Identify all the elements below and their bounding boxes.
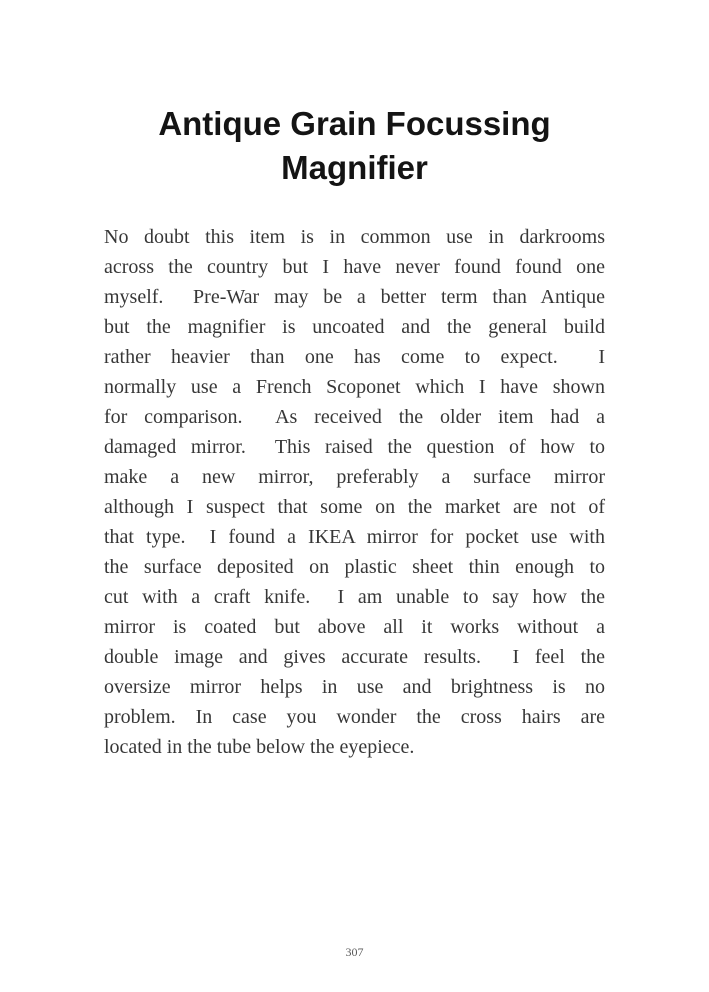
body-line: damaged mirror. This raised the question of how to xyxy=(104,436,605,459)
page-number: 307 xyxy=(345,945,364,959)
body-line: the surface deposited on plastic sheet thin enough to xyxy=(104,556,605,579)
body-line: that type. I found a IKEA mirror for pocket use with xyxy=(104,526,605,549)
body-line: although I suspect that some on the market are not of xyxy=(104,496,605,519)
body-line: mirror is coated but above all it works without a xyxy=(104,616,605,639)
body-line: rather heavier than one has come to expect. I xyxy=(104,346,605,369)
body-line: No doubt this item is in common use in darkrooms xyxy=(104,226,605,249)
body-line: normally use a French Scoponet which I have shown xyxy=(104,376,605,399)
body-line: myself. Pre-War may be a better term than Antique xyxy=(104,286,605,309)
body-line: double image and gives accurate results. I feel the xyxy=(104,646,605,669)
body-line-last: located in the tube below the eyepiece. xyxy=(104,736,415,759)
body-line: oversize mirror helps in use and brightness is no xyxy=(104,676,605,699)
body-line: problem. In case you wonder the cross hairs are xyxy=(104,706,605,729)
body-line: across the country but I have never found found one xyxy=(104,256,605,279)
body-paragraph xyxy=(104,222,605,762)
body-line: for comparison. As received the older item had a xyxy=(104,406,605,429)
page-title-line-1: Antique Grain Focussing xyxy=(158,105,551,143)
body-line: cut with a craft knife. I am unable to say how the xyxy=(104,586,605,609)
page-content xyxy=(104,0,605,762)
body-line: make a new mirror, preferably a surface mirror xyxy=(104,466,605,489)
body-line: but the magnifier is uncoated and the general build xyxy=(104,316,605,339)
page-title xyxy=(104,102,605,190)
page-title-line-2: Magnifier xyxy=(281,149,428,187)
